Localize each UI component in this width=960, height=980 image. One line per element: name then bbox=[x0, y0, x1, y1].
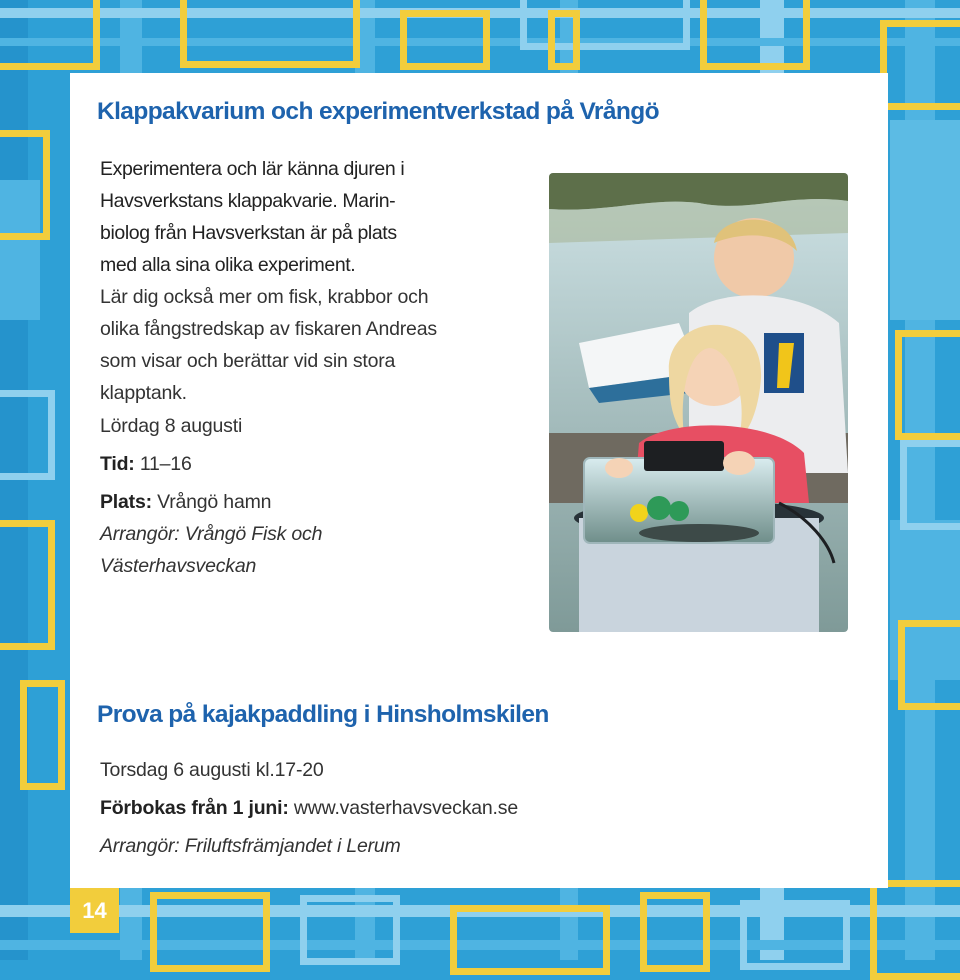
photo-illustration bbox=[549, 173, 848, 632]
intro-line: biolog från Havsverkstan är på plats bbox=[100, 222, 397, 244]
organizer-line: Västerhavsveckan bbox=[100, 555, 257, 577]
section1-intro bbox=[100, 153, 460, 281]
body-line: klapptank. bbox=[100, 382, 187, 404]
intro-line: Havsverkstans klappakvarie. Marin- bbox=[100, 190, 396, 212]
event-time bbox=[100, 445, 480, 483]
time-label: Tid: bbox=[100, 453, 135, 475]
place-value: Vrångö hamn bbox=[157, 491, 272, 513]
event-date: Lördag 8 augusti bbox=[100, 415, 243, 437]
body-line: olika fångstredskap av fiskaren Andreas bbox=[100, 318, 437, 340]
kayak-booking bbox=[100, 789, 860, 827]
body-line: Lär dig också mer om fisk, krabbor och bbox=[100, 286, 429, 308]
children-aquarium-photo bbox=[549, 173, 848, 632]
page-number: 14 bbox=[70, 888, 119, 933]
event-place bbox=[100, 483, 480, 521]
place-label: Plats: bbox=[100, 491, 152, 513]
section2-title: Prova på kajakpaddling i Hinsholmskilen bbox=[97, 701, 549, 728]
section1-organizer bbox=[100, 518, 480, 582]
section1-title: Klappakvarium och experimentverkstad på Vrångö bbox=[97, 98, 659, 125]
kayak-organizer: Arrangör: Friluftsfrämjandet i Lerum bbox=[100, 835, 401, 857]
intro-line: med alla sina olika experiment. bbox=[100, 254, 356, 276]
intro-line: Experimentera och lär känna djuren i bbox=[100, 158, 405, 180]
time-value: 11–16 bbox=[139, 453, 192, 475]
section1-body bbox=[100, 281, 480, 409]
organizer-line: Arrangör: Vrångö Fisk och bbox=[100, 523, 323, 545]
body-line: som visar och berättar vid sin stora bbox=[100, 350, 396, 372]
section2-details bbox=[100, 751, 860, 865]
content-card bbox=[70, 73, 888, 888]
kayak-date: Torsdag 6 augusti kl.17-20 bbox=[100, 759, 324, 781]
booking-label: Förbokas från 1 juni: bbox=[100, 797, 289, 819]
booking-url[interactable]: www.vasterhavsveckan.se bbox=[293, 797, 518, 819]
section1-details bbox=[100, 407, 480, 521]
